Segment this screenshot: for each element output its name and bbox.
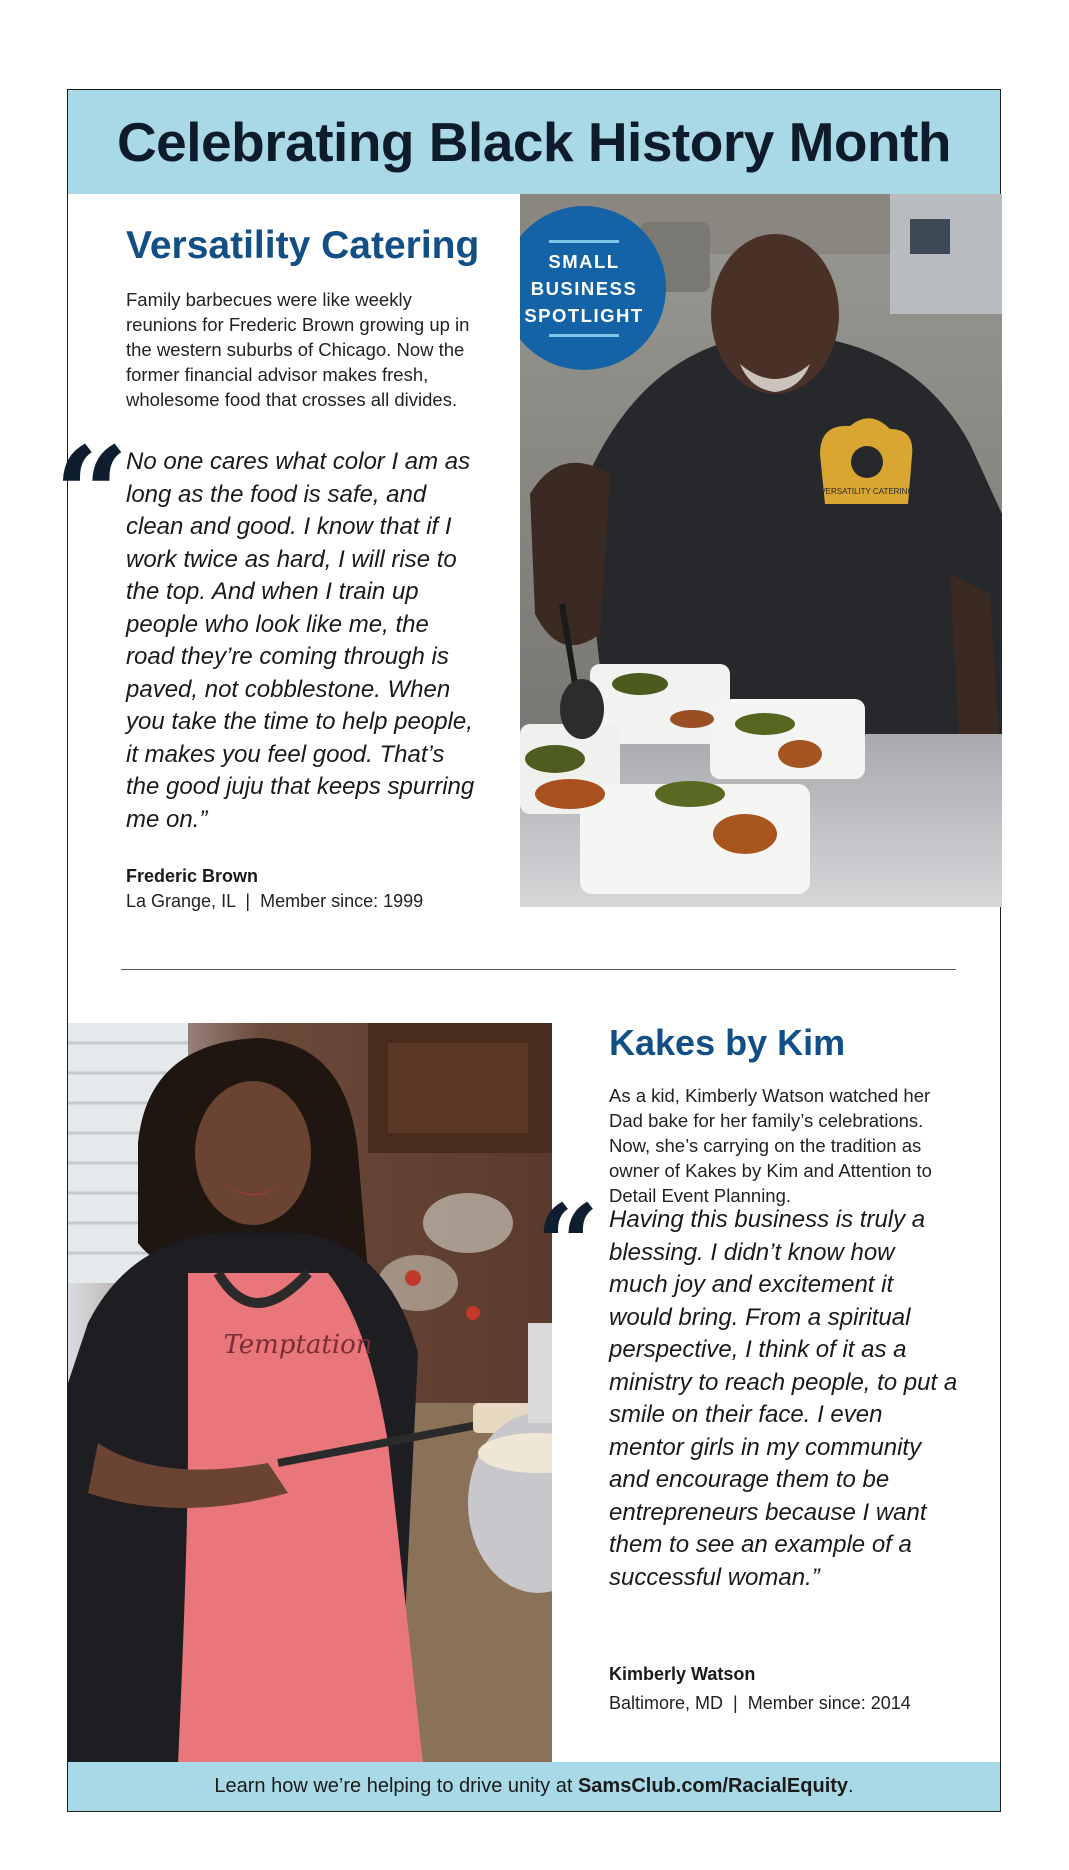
quote-mark-icon: “ (54, 418, 129, 571)
section2-quote: Having this business is truly a blessing. I didn’t know how much joy and excitement it would bring. From a spiritual perspective, I think of it as a ministry to reach people, to put a smile on their face. I even mentor girls in my community and encourage them to be entrepreneurs because I want them to see an example of a successful woman.” (609, 1206, 958, 1591)
page-title: Celebrating Black History Month (116, 111, 952, 173)
section1-quote: No one cares what color I am as long as the food is safe, and clean and good. I know that if I work twice as hard, I will rise to the top. And when I train up people who look like me, the road they’re coming through is paved, not cobblestone. When you take the time to help people, it makes you feel good. That’s the good juju that keeps spurring me on.” (126, 448, 475, 833)
section-divider (121, 969, 956, 970)
header-banner (68, 90, 1000, 194)
section2-author-name: Kimberly Watson (609, 1664, 756, 1684)
section2-author-meta: Baltimore, MD | Member since: 2014 (609, 1693, 911, 1713)
footer-banner (68, 1762, 1000, 1811)
section2-intro: As a kid, Kimberly Watson watched her Dad bake for her family’s celebrations. Now, she’s carrying on the tradition as owner of Kakes by Kim and Attention to Detail Event Planning. (609, 1085, 932, 1206)
article-frame (54, 89, 1001, 1812)
quote-mark-icon-2: “ (536, 1180, 600, 1309)
baker-photo-illustration (68, 1023, 552, 1764)
apron-logo-text: VERSATILITY CATERING (820, 487, 914, 496)
baker-photo (68, 1023, 552, 1764)
section1-author-meta: La Grange, IL | Member since: 1999 (126, 891, 424, 911)
section1-intro: Family barbecues were like weekly reunions for Frederic Brown growing up in the western suburbs of Chicago. Now the former financial advisor makes fresh, wholesome food that crosses all divides. (126, 289, 470, 410)
racial-equity-link[interactable]: SamsClub.com/RacialEquity (577, 1775, 849, 1797)
footer-period: . (848, 1775, 854, 1797)
apron-text: Temptation (223, 1330, 373, 1360)
badge-line-3: SPOTLIGHT (524, 304, 644, 326)
badge-rule-top (549, 240, 619, 243)
section1-author-name: Frederic Brown (126, 866, 259, 886)
footer-text: Learn how we’re helping to drive unity at (214, 1775, 578, 1797)
section1-title: Versatility Catering (126, 224, 480, 267)
chef-photo (520, 194, 1002, 907)
badge-line-1: SMALL (548, 250, 620, 272)
badge-line-2: BUSINESS (530, 277, 638, 299)
badge-rule-bottom (549, 334, 619, 337)
section2-title: Kakes by Kim (609, 1022, 846, 1063)
